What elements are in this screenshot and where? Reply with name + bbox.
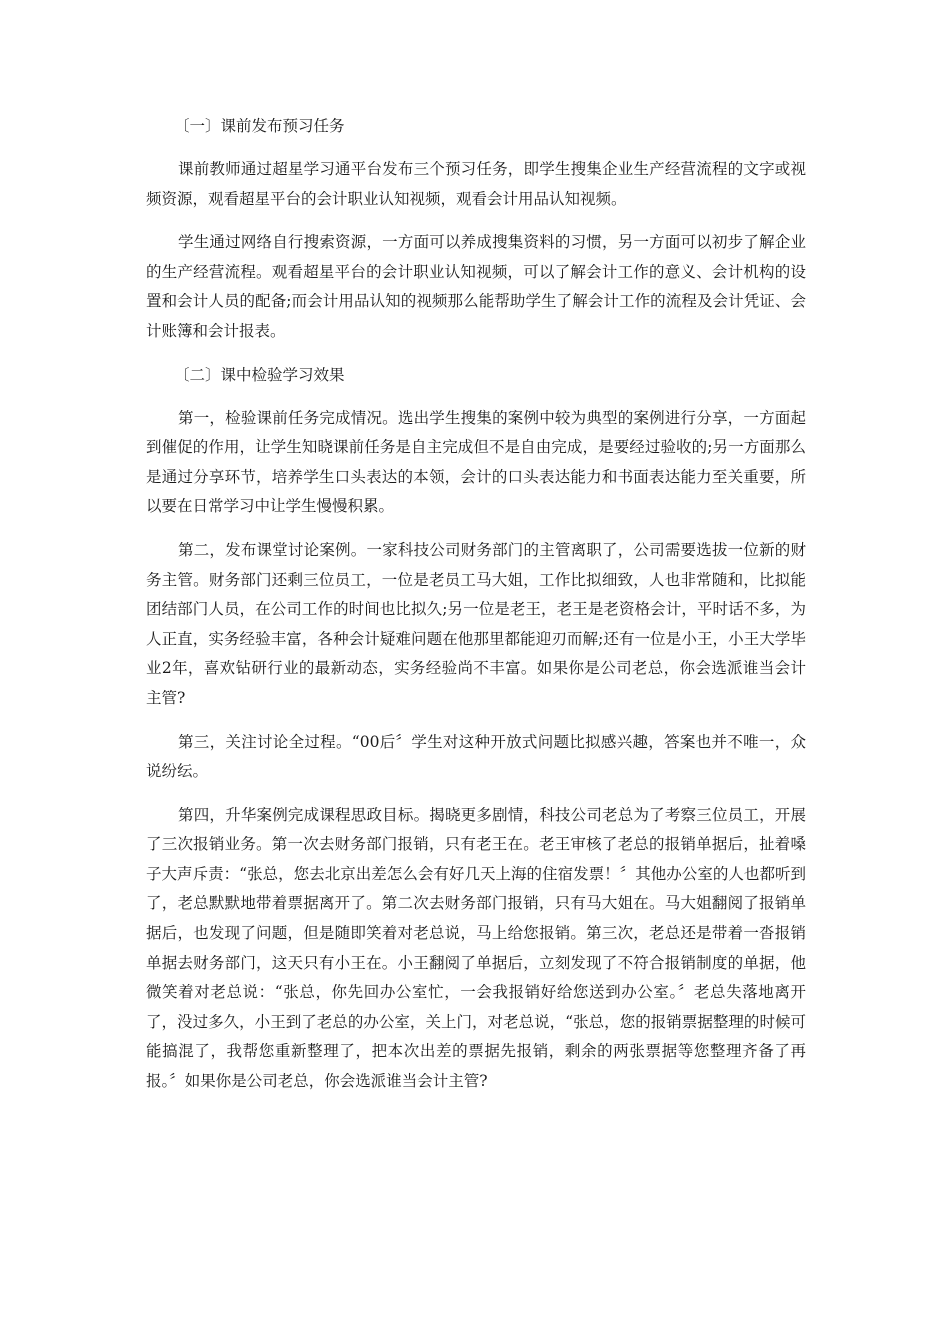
section-1-heading: 〔一〕课前发布预习任务 xyxy=(174,117,345,135)
section-2-paragraph-2: 第二，发布课堂讨论案例。一家科技公司财务部门的主管离职了，公司需要选拔一位新的财务主管。财务部门还剩三位员工，一位是老员工马大姐，工作比拟细致，人也非常随和，比拟能团结部门人员，在公司工作的时间也比拟久;另一位是老王，老王是老资格会计，平时话不多，为人正直，实务经验丰富，各种会计疑难问题在他那里都能迎刃而解;还有一位是小王，小王大学毕业2年，喜欢钻研行业的最新动态，实务经验尚不丰富。如果你是公司老总，你会选派谁当会计主管? xyxy=(146,540,806,707)
document-page xyxy=(146,112,806,1111)
section-2-paragraph-4: 第四，升华案例完成课程思政目标。揭晓更多剧情，科技公司老总为了考察三位员工，开展了三次报销业务。第一次去财务部门报销，只有老王在。老王审核了老总的报销单据后，扯着嗓子大声斥责：“张总，您去北京出差怎么会有好几天上海的住宿发票！〞其他办公室的人也都听到了，老总默默地带着票据离开了。第二次去财务部门报销，只有马大姐在。马大姐翻阅了报销单据后，也发现了问题，但是随即笑着对老总说，马上给您报销。第三次，老总还是带着一沓报销单据去财务部门，这天只有小王在。小王翻阅了单据后，立刻发现了不符合报销制度的单据，他微笑着对老总说：“张总，你先回办公室忙，一会我报销好给您送到办公室。〞老总失落地离开了，没过多久，小王到了老总的办公室，关上门，对老总说，“张总，您的报销票据整理的时候可能搞混了，我帮您重新整理了，把本次出差的票据先报销，剩余的两张票据等您整理齐备了再报。〞如果你是公司老总，你会选派谁当会计主管? xyxy=(146,805,806,1091)
section-1-paragraph-2: 学生通过网络自行搜索资源，一方面可以养成搜集资料的习惯，另一方面可以初步了解企业的生产经营流程。观看超星平台的会计职业认知视频，可以了解会计工作的意义、会计机构的设置和会计人员的配备;而会计用品认知的视频那么能帮助学生了解会计工作的流程及会计凭证、会计账簿和会计报表。 xyxy=(146,233,806,340)
section-2-paragraph-3: 第三，关注讨论全过程。“00后〞学生对这种开放式问题比拟感兴趣，答案也并不唯一，众说纷纭。 xyxy=(146,732,806,781)
section-1-paragraph-1: 课前教师通过超星学习通平台发布三个预习任务，即学生搜集企业生产经营流程的文字或视频资源，观看超星平台的会计职业认知视频，观看会计用品认知视频。 xyxy=(146,160,806,208)
section-2-paragraph-1: 第一，检验课前任务完成情况。选出学生搜集的案例中较为典型的案例进行分享，一方面起到催促的作用，让学生知晓课前任务是自主完成但不是自由完成，是要经过验收的;另一方面那么是通过分享环节，培养学生口头表达的本领，会计的口头表达能力和书面表达能力至关重要，所以要在日常学习中让学生慢慢积累。 xyxy=(146,408,806,516)
section-2-heading: 〔二〕课中检验学习效果 xyxy=(174,365,345,384)
